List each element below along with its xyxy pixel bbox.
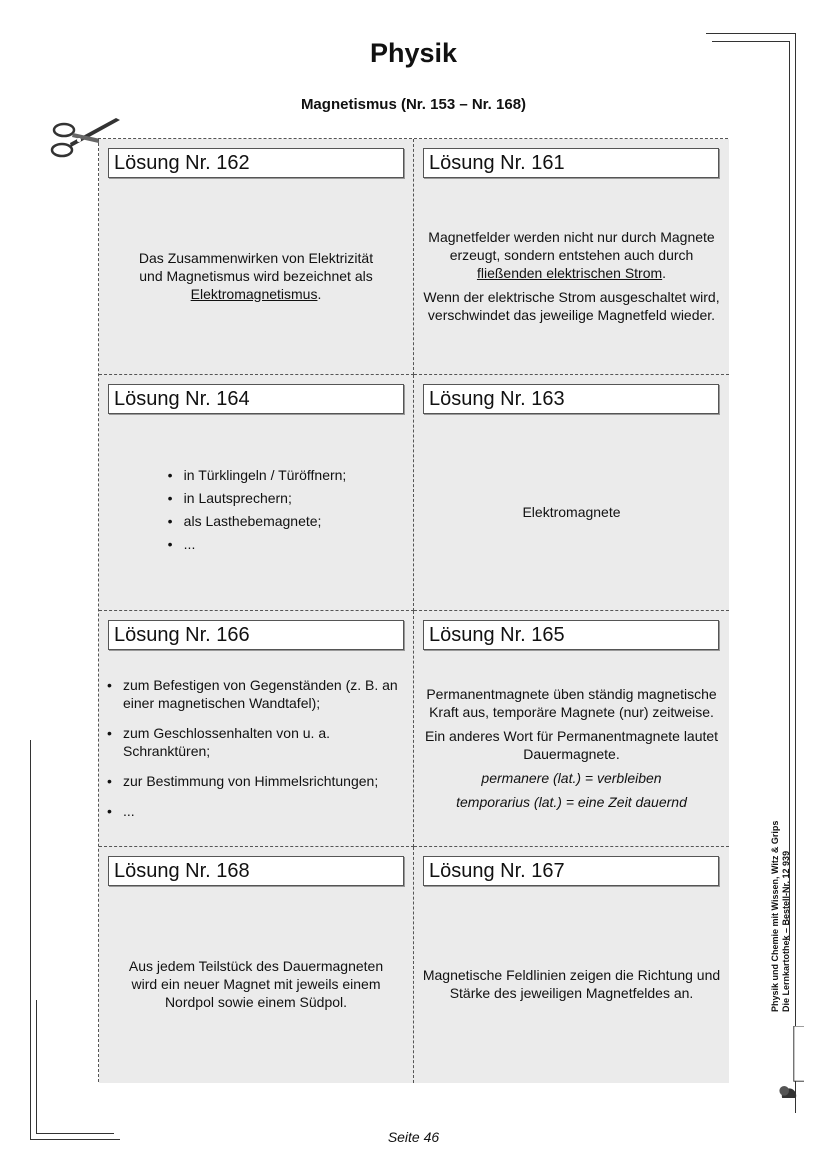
card-title: Lösung Nr. 164 bbox=[108, 384, 404, 414]
frame-line-top-right-h bbox=[706, 33, 796, 34]
card-text: Aus jedem Teilstück des Dauermagneten wird ein neuer Magnet mit jeweils einem Nordpol sowie einem Südpol. bbox=[128, 958, 384, 1010]
card-title: Lösung Nr. 165 bbox=[423, 620, 719, 650]
card-body bbox=[420, 183, 723, 368]
card-text: temporarius (lat.) = eine Zeit dauernd bbox=[456, 793, 687, 810]
list-item: • als Lasthebemagnete; bbox=[166, 512, 347, 530]
page-number: Seite 46 bbox=[387, 1129, 440, 1145]
card-grid bbox=[98, 138, 728, 1082]
card-text: Wenn der elektrische Strom ausgeschaltet wird, verschwindet das jeweilige Magnetfeld wieder. bbox=[423, 288, 720, 323]
page-title: Physik bbox=[369, 38, 458, 68]
list-item: • zum Geschlossenhalten von u. a. Schranktüren; bbox=[105, 724, 407, 760]
card-163 bbox=[414, 375, 729, 611]
card-166 bbox=[99, 611, 414, 847]
list-item: • zur Bestimmung von Himmelsrichtungen; bbox=[105, 772, 407, 790]
page-subtitle: Magnetismus (Nr. 153 – Nr. 168) bbox=[300, 96, 527, 113]
card-167 bbox=[414, 847, 729, 1083]
card-165 bbox=[414, 611, 729, 847]
card-text: Elektromagnete bbox=[522, 503, 621, 520]
card-title: Lösung Nr. 162 bbox=[108, 148, 404, 178]
card-text: Das Zusammenwirken von Elektrizität und Magnetismus wird bezeichnet als Elektromagnetismus. bbox=[138, 249, 374, 302]
card-body bbox=[105, 419, 407, 604]
card-161 bbox=[414, 139, 729, 375]
card-body bbox=[420, 419, 723, 604]
card-title: Lösung Nr. 166 bbox=[108, 620, 404, 650]
card-text: Magnetfelder werden nicht nur durch Magnete erzeugt, sondern entstehen auch durch fließenden elektrischen Strom. bbox=[428, 228, 715, 281]
frame-line-bottom-left-v bbox=[30, 740, 31, 1140]
card-text: permanere (lat.) = verbleiben bbox=[481, 769, 662, 786]
card-text: Permanentmagnete üben ständig magnetische Kraft aus, temporäre Magnete (nur) zeitweise. bbox=[426, 685, 717, 720]
frame-line-bottom-left-v2 bbox=[36, 1000, 37, 1133]
card-body bbox=[420, 655, 723, 840]
card-168 bbox=[99, 847, 414, 1083]
card-text: Ein anderes Wort für Permanentmagnete lautet Dauermagnete. bbox=[424, 727, 719, 762]
list-item: • ... bbox=[166, 535, 347, 553]
card-title: Lösung Nr. 167 bbox=[423, 856, 719, 886]
card-164 bbox=[99, 375, 414, 611]
bullet-list bbox=[105, 676, 407, 820]
publisher-sidebar bbox=[770, 792, 804, 1012]
bullet-list bbox=[166, 466, 347, 558]
card-body bbox=[105, 183, 407, 368]
list-item: • zum Befestigen von Gegenständen (z. B. an einer magnetischen Wandtafel); bbox=[105, 676, 407, 712]
list-item: • in Türklingeln / Türöffnern; bbox=[166, 466, 347, 484]
card-title: Lösung Nr. 163 bbox=[423, 384, 719, 414]
card-title: Lösung Nr. 161 bbox=[423, 148, 719, 178]
card-title: Lösung Nr. 168 bbox=[108, 856, 404, 886]
card-162 bbox=[99, 139, 414, 375]
sidebar-line: Physik und Chemie mit Wissen, Witz & Grips bbox=[770, 820, 780, 1012]
card-body bbox=[420, 891, 723, 1077]
list-item: • ... bbox=[105, 802, 407, 820]
publisher-logo-icon bbox=[774, 1026, 804, 1098]
card-body bbox=[105, 655, 407, 840]
sidebar-line: Die Lernkartothek – Bestell-Nr. 12 939 bbox=[781, 850, 791, 1012]
list-item: • in Lautsprechern; bbox=[166, 489, 347, 507]
card-body bbox=[105, 891, 407, 1077]
card-text: Magnetische Feldlinien zeigen die Richtung und Stärke des jeweiligen Magnetfeldes an. bbox=[422, 967, 721, 1001]
